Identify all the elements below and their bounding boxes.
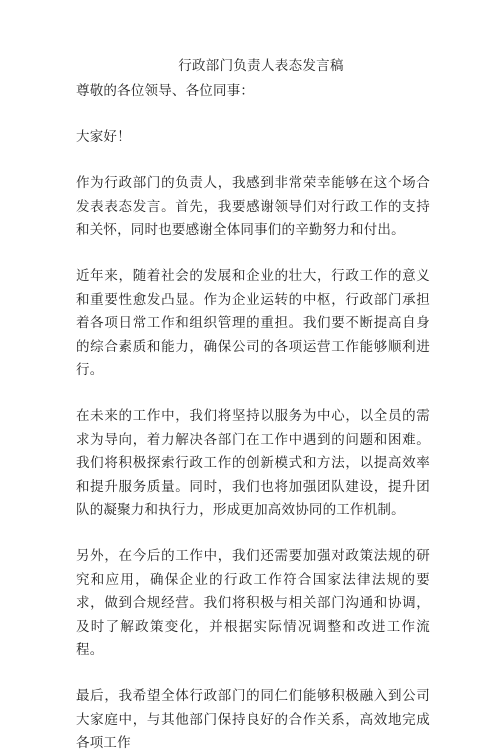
paragraph-future-work: 在未来的工作中，我们将坚持以服务为中心，以全员的需求为导向，着力解决各部门在工作中遇到的问题和困难。我们将积极探索行政工作的创新模式和方法，以提高效率和提升服务质量。同时，我们也将加强团队建设，提升团队的凝聚力和执行力，形成更加高效协同的工作机制。 <box>76 408 430 518</box>
salutation: 尊敬的各位领导、各位同事： <box>76 83 255 99</box>
paragraph-background: 近年来，随着社会的发展和企业的壮大，行政工作的意义和重要性愈发凸显。作为企业运转的中枢，行政部门承担着各项日常工作和组织管理的重担。我们要不断提高自身的综合素质和能力，确保公司的各项运营工作能够顺利进行。 <box>76 268 430 378</box>
greeting: 大家好！ <box>76 129 131 145</box>
document-title: 行政部门负责人表态发言稿 <box>178 58 344 74</box>
paragraph-intro: 作为行政部门的负责人，我感到非常荣幸能够在这个场合发表表态发言。首先，我要感谢领导们对行政工作的支持和关怀，同时也要感谢全体同事们的辛勤努力和付出。 <box>76 175 430 238</box>
paragraph-closing: 最后，我希望全体行政部门的同仁们能够积极融入到公司大家庭中，与其他部门保持良好的合作关系，高效地完成各项工作 <box>76 688 430 751</box>
paragraph-regulations: 另外，在今后的工作中，我们还需要加强对政策法规的研究和应用，确保企业的行政工作符合国家法律法规的要求，做到合规经营。我们将积极与相关部门沟通和协调，及时了解政策变化，并根据实际情况调整和改进工作流程。 <box>76 548 430 658</box>
